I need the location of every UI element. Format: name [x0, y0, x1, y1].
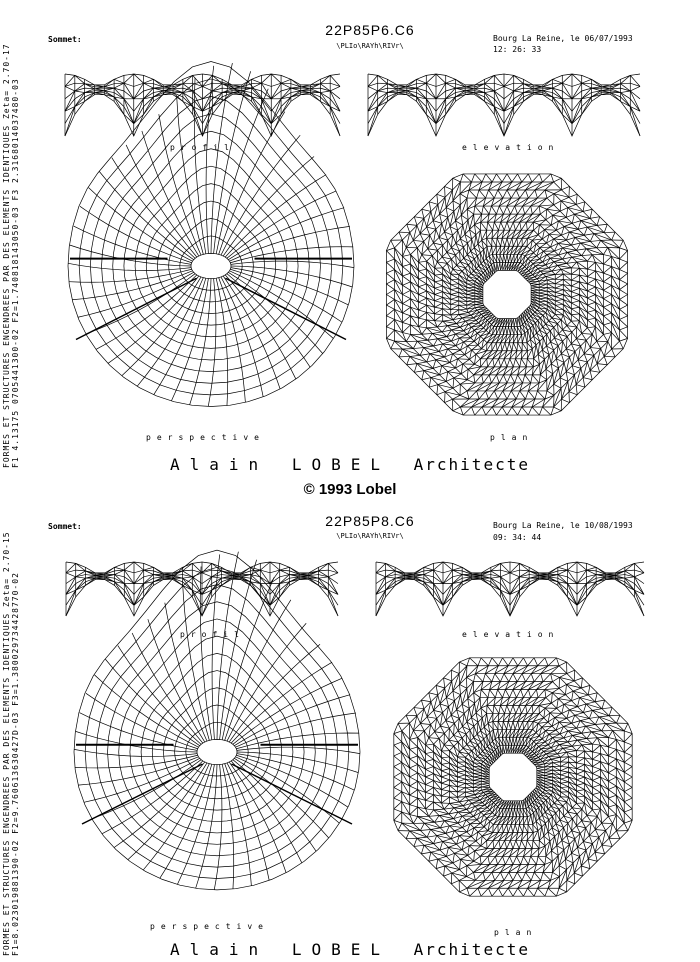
sommet-label: Sommet: [48, 35, 82, 44]
place-date: Bourg La Reine, le 10/08/1993 [493, 521, 633, 530]
perspective-view [66, 168, 356, 413]
signature-title: Architecte [413, 940, 530, 959]
plan-view [376, 646, 650, 908]
sommet-label: Sommet: [48, 522, 82, 531]
time-stamp: 12: 26: 33 [493, 45, 542, 54]
profile-label: profil [170, 143, 235, 152]
drawing-sheet-2 [0, 508, 700, 962]
perspective-label: perspective [150, 922, 269, 931]
plan-label: plan [490, 433, 534, 442]
signature-first: Alain [170, 455, 269, 474]
perspective-label: perspective [146, 433, 265, 442]
side-caption-line-2: F1 4.13175 0705441300-02 F2=1.740818143050-03 F3 2.3168014037480-03 [11, 78, 20, 468]
side-caption-line-2: F1=8.023019881390-02 F2=9.760613630427D-03 F3=1.380029734428770-02 [11, 572, 20, 956]
side-caption [2, 8, 24, 468]
signature [0, 940, 700, 959]
signature [0, 455, 700, 474]
side-caption-line-1: FORMES ET STRUCTURES ENGENDREES PAR DES ELEMENTS IDENTIQUES Zeta= 2.70-15 [2, 531, 11, 956]
profile-view [65, 72, 340, 140]
drawing-code: 22P85P6.C6 [325, 22, 415, 38]
drawing-path: \PLIo\RAYh\RIVr\ [336, 532, 404, 540]
drawing-code: 22P85P8.C6 [325, 513, 415, 529]
plan-view [370, 162, 644, 427]
elevation-view [376, 560, 644, 620]
side-caption [2, 516, 24, 956]
perspective-view [72, 656, 362, 896]
profile-view [66, 560, 338, 620]
drawing-sheet-1 [0, 0, 700, 478]
signature-title: Architecte [413, 455, 530, 474]
time-stamp: 09: 34: 44 [493, 533, 542, 542]
signature-last: LOBEL [291, 455, 390, 474]
plan-label: plan [494, 928, 538, 937]
drawing-path: \PLIo\RAYh\RIVr\ [336, 42, 404, 50]
place-date: Bourg La Reine, le 06/07/1993 [493, 34, 633, 43]
profile-label: profil [180, 630, 245, 639]
signature-last: LOBEL [291, 940, 390, 959]
signature-first: Alain [170, 940, 269, 959]
side-caption-line-1: FORMES ET STRUCTURES ENGENDREES PAR DES ELEMENTS IDENTIQUES Zeta= 2.70-17 [2, 43, 11, 468]
elevation-view [368, 72, 640, 140]
elevation-label: elevation [462, 143, 560, 152]
elevation-label: elevation [462, 630, 560, 639]
copyright-notice: © 1993 Lobel [303, 481, 397, 498]
